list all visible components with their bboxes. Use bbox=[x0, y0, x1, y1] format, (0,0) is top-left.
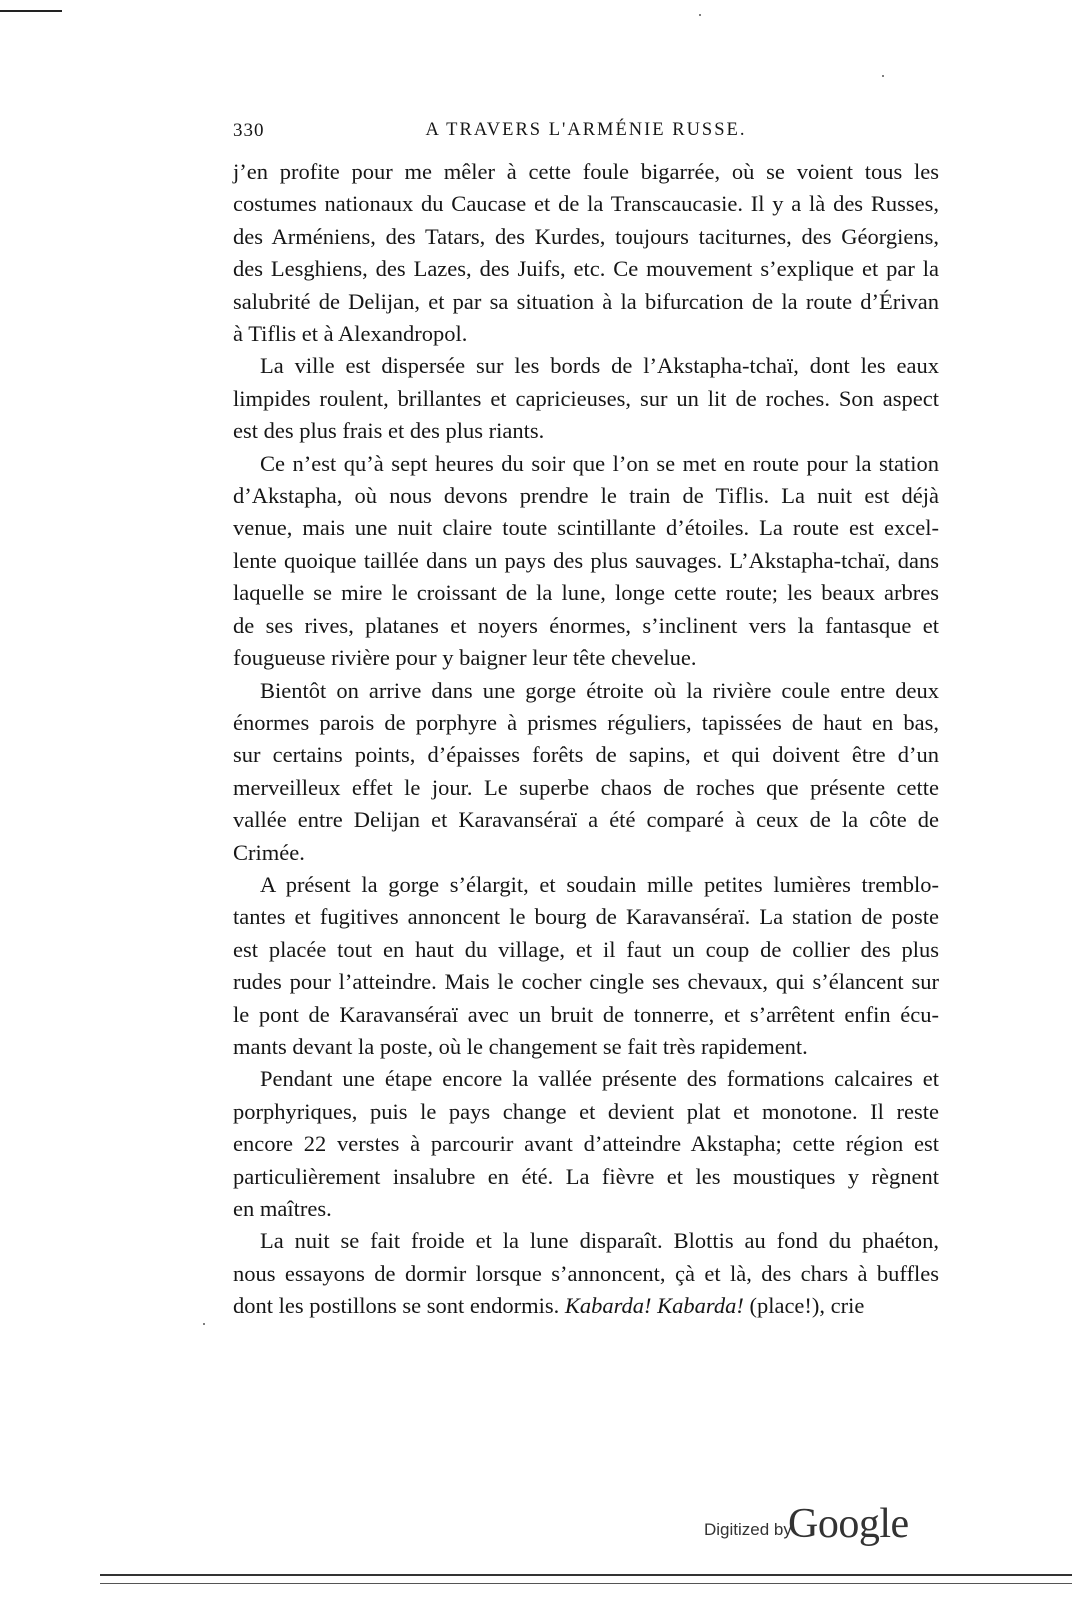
text-line: de ses rives, platanes et noyers énormes, s’inclinent vers la fantasque et bbox=[233, 612, 939, 638]
text-line: sur certains points, d’épaisses forêts de sapins, et qui doivent être d’un bbox=[233, 742, 939, 768]
scan-bottom-rule bbox=[100, 1574, 1072, 1576]
text-line: particulièrement insalubre en été. La fièvre et les moustiques y règnent bbox=[233, 1163, 939, 1189]
google-logo: Google bbox=[788, 1501, 909, 1547]
digitized-by-google-watermark bbox=[704, 1500, 934, 1550]
text-line: à Tiflis et à Alexandropol. bbox=[233, 321, 468, 347]
text-line: fougueuse rivière pour y baigner leur tête chevelue. bbox=[233, 645, 697, 671]
text-line: est des plus frais et des plus riants. bbox=[233, 418, 545, 444]
scan-bottom-rule-thin bbox=[100, 1583, 1072, 1584]
body-text bbox=[233, 156, 939, 1323]
text-line: j’en profite pour me mêler à cette foule bigarrée, où se voient tous les bbox=[233, 159, 939, 184]
text-line: en maîtres. bbox=[233, 1196, 332, 1221]
text-line: venue, mais une nuit claire toute scintillante d’étoiles. La route est excel- bbox=[233, 515, 939, 541]
text-line: laquelle se mire le croissant de la lune, longe cette route; les beaux arbres bbox=[233, 580, 939, 606]
text-line: porphyriques, puis le pays change et devient plat et monotone. Il reste bbox=[233, 1098, 939, 1124]
text-line: merveilleux effet le jour. Le superbe chaos de roches que présente cette bbox=[233, 774, 939, 800]
paragraph bbox=[233, 1063, 939, 1225]
running-title: A TRAVERS L'ARMÉNIE RUSSE. bbox=[425, 120, 747, 140]
scan-speck bbox=[882, 75, 884, 77]
text-line: salubrité de Delijan, et par sa situation à la bifurcation de la route d’Érivan bbox=[233, 288, 939, 314]
text-line: A présent la gorge s’élargit, et soudain mille petites lumières tremblo- bbox=[260, 871, 939, 897]
text-line: rudes pour l’atteindre. Mais le cocher cingle ses chevaux, qui s’élancent sur bbox=[233, 969, 939, 995]
text-line: La nuit se fait froide et la lune disparaît. Blottis au fond du phaéton, bbox=[260, 1228, 939, 1254]
text-line: costumes nationaux du Caucase et de la Transcaucasie. Il y a là des Russes, bbox=[233, 191, 939, 217]
page-number: 330 bbox=[233, 120, 265, 141]
text-line: Ce n’est qu’à sept heures du soir que l’on se met en route pour la station bbox=[260, 450, 939, 476]
paragraph bbox=[233, 1225, 939, 1322]
text-line: énormes parois de porphyre à prismes réguliers, tapissées de haut en bas, bbox=[233, 709, 939, 735]
text-line: est placée tout en haut du village, et il faut un coup de collier des plus bbox=[233, 936, 939, 962]
text-line: nous essayons de dormir lorsque s’annoncent, çà et là, des chars à buffles bbox=[233, 1260, 939, 1286]
text-line: tantes et fugitives annoncent le bourg de Karavanséraï. La station de poste bbox=[233, 904, 939, 930]
paragraph bbox=[233, 675, 939, 869]
text-line: limpides roulent, brillantes et capricieuses, sur un lit de roches. Son aspect bbox=[233, 385, 939, 411]
text-line: La ville est dispersée sur les bords de l’Akstapha-tchaï, dont les eaux bbox=[260, 353, 939, 379]
scan-edge-rule bbox=[0, 10, 62, 12]
text-line: Pendant une étape encore la vallée présente des formations calcaires et bbox=[260, 1066, 939, 1092]
text-line: encore 22 verstes à parcourir avant d’atteindre Akstapha; cette région est bbox=[233, 1131, 939, 1157]
paragraph bbox=[233, 156, 939, 350]
paragraph bbox=[233, 350, 939, 447]
text-line: des Lesghiens, des Lazes, des Juifs, etc. Ce mouvement s’explique et par la bbox=[233, 256, 939, 282]
page-header bbox=[233, 120, 939, 148]
paragraph bbox=[233, 448, 939, 675]
digitized-by-label: Digitized by bbox=[704, 1520, 792, 1539]
text-line: Crimée. bbox=[233, 839, 305, 865]
text-line: dont les postillons se sont endormis. Kabarda! Kabarda! (place!), crie bbox=[233, 1293, 865, 1319]
text-line: des Arméniens, des Tatars, des Kurdes, toujours taciturnes, des Géorgiens, bbox=[233, 223, 939, 249]
text-line: mants devant la poste, où le changement se fait très rapidement. bbox=[233, 1033, 808, 1059]
text-line: d’Akstapha, où nous devons prendre le train de Tiflis. La nuit est déjà bbox=[233, 483, 939, 509]
scan-speck bbox=[203, 1323, 205, 1325]
text-line: lente quoique taillée dans un pays des plus sauvages. L’Akstapha-tchaï, dans bbox=[233, 547, 939, 573]
text-line: Bientôt on arrive dans une gorge étroite où la rivière coule entre deux bbox=[260, 677, 939, 703]
scan-speck bbox=[699, 14, 701, 16]
text-line: le pont de Karavanséraï avec un bruit de tonnerre, et s’arrêtent enfin écu- bbox=[233, 1001, 939, 1027]
text-line: vallée entre Delijan et Karavanséraï a été comparé à ceux de la côte de bbox=[233, 807, 939, 833]
paragraph bbox=[233, 869, 939, 1063]
